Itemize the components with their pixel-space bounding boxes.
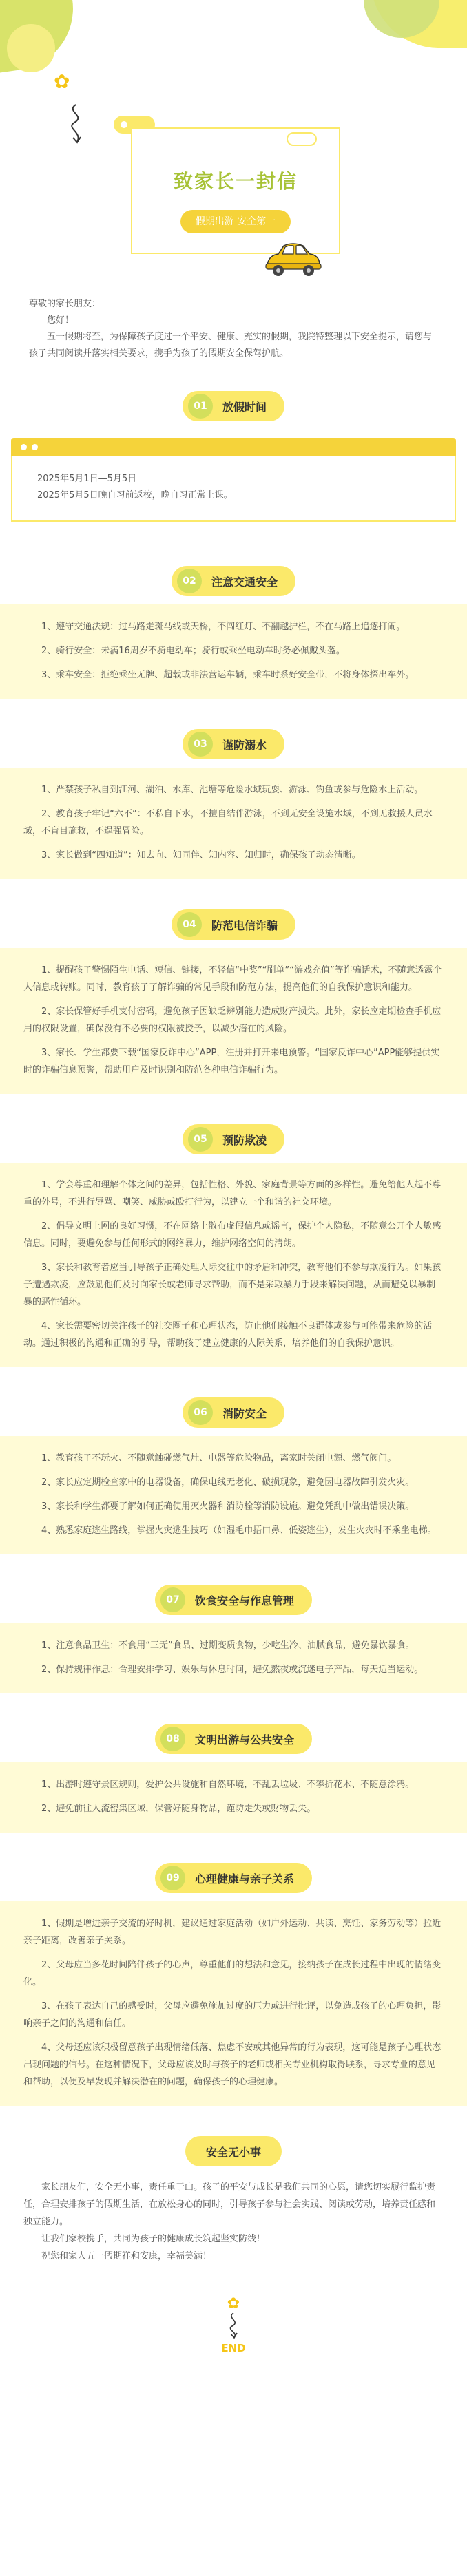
car-icon [262, 237, 324, 279]
section-body [0, 1901, 467, 2106]
section-body [0, 1436, 467, 1554]
section-header [0, 2126, 467, 2175]
section-body [0, 1163, 467, 1367]
section-header [0, 1853, 467, 1901]
time-line: 2025年5月1日—5月5日 [37, 474, 137, 484]
paragraph: 3、家长做到“四知道”：知去向、知同伴、知内容、知归时，确保孩子动态清晰。 [41, 850, 361, 861]
arrow-squiggle-icon [223, 2312, 244, 2339]
section-04 [0, 900, 467, 1094]
section-pill [183, 1124, 284, 1154]
paragraph: 2、倡导文明上网的良好习惯，不在网络上散布虚假信息或谣言，保护个人隐私，不随意公开个人敏感信息。同时，要避免参与任何形式的网络暴力，维护网络空间的清朗。 [23, 1221, 442, 1249]
section-pill [172, 909, 295, 940]
section-number: 03 [188, 732, 213, 757]
section-header [0, 1388, 467, 1436]
section-body [0, 604, 467, 699]
page-title: 致家长一封信 [173, 170, 298, 193]
header-banner [0, 0, 467, 296]
paragraph: 让我们家校携手，共同为孩子的健康成长筑起坚实防线！ [41, 2234, 266, 2244]
paragraph: 3、乘车安全：拒绝乘坐无牌、超载或非法营运车辆，乘车时系好安全带，不将身体探出车外。 [41, 670, 415, 680]
paragraph: 1、出游时遵守景区规则，爱护公共设施和自然环境，不乱丢垃圾、不攀折花木、不随意涂鸦。 [41, 1780, 415, 1790]
section-body [0, 1762, 467, 1833]
paragraph: 1、学会尊重和理解个体之间的差异，包括性格、外貌、家庭背景等方面的多样性。避免给他人起不尊重的外号，不进行辱骂、嘲笑、威胁或殴打行为，以建立一个和谐的社交环境。 [23, 1180, 442, 1207]
section-title: 安全无小事 [205, 2145, 262, 2159]
paragraph: 2、保持规律作息：合理安排学习、娱乐与休息时间，避免熬夜或沉迷电子产品，每天适当运动。 [41, 1665, 424, 1675]
section-pill [185, 2136, 282, 2166]
flower-icon: ✿ [54, 70, 70, 93]
paragraph: 2、避免前往人流密集区域，保管好随身物品，谨防走失或财物丢失。 [41, 1804, 316, 1814]
section-body [0, 2175, 467, 2280]
section-header [0, 719, 467, 768]
section-number: 08 [160, 1727, 185, 1751]
paragraph: 1、严禁孩子私自到江河、湖泊、水库、池塘等危险水域玩耍、游泳、钓鱼或参与危险水上活动。 [41, 785, 424, 795]
section-number: 04 [177, 912, 202, 937]
section-number: 02 [177, 569, 202, 593]
section-number: 06 [188, 1400, 213, 1425]
section-07 [0, 1575, 467, 1693]
hello: 您好！ [47, 315, 74, 326]
paragraph: 2、教育孩子牢记“六不”：不私自下水，不擅自结伴游泳，不到无安全设施水域，不到无救援人员水域，不盲目施救，不逞强冒险。 [23, 809, 433, 836]
section-pill [172, 566, 295, 596]
section-title: 心理健康与亲子关系 [194, 1872, 295, 1886]
flower-icon: ✿ [227, 2295, 240, 2312]
section-title: 消防安全 [222, 1406, 267, 1420]
paragraph: 4、父母还应该积极留意孩子出现情绪低落、焦虑不安或其他异常的行为表现，这可能是孩子心理状态出现问题的信号。在这种情况下，父母应该及时与孩子的老师或相关专业机构取得联系，寻求专业的意见和帮助，以便及早发现并解决潜在的问题，确保孩子的心理健康。 [23, 2042, 442, 2087]
section-header [0, 1714, 467, 1762]
closing-section [0, 2126, 467, 2280]
section-pill [183, 729, 284, 759]
end-marker [0, 2297, 467, 2354]
paragraph: 2、家长应定期检查家中的电器设备，确保电线无老化、破损现象，避免因电器故障引发火灾。 [41, 1477, 415, 1488]
section-08 [0, 1714, 467, 1833]
paragraph: 3、家长和学生都要了解如何正确使用灭火器和消防栓等消防设施。避免凭乱中做出错误决策。 [41, 1501, 415, 1512]
section-03 [0, 719, 467, 879]
paragraph: 家长朋友们，安全无小事，责任重于山。孩子的平安与成长是我们共同的心愿，请您切实履行监护责任，合理安排孩子的假期生活，在放松身心的同时，引导孩子参与社会实践、阅读或劳动，培养责任感和独立能力。 [23, 2182, 436, 2227]
section-header [0, 900, 467, 948]
section-body [0, 948, 467, 1094]
decor-tag [287, 132, 317, 146]
paragraph: 1、提醒孩子警惕陌生电话、短信、链接，不轻信“中奖”“刷单”“游戏充值”等诈骗话术，不随意透露个人信息或转账。同时，教育孩子了解诈骗的常见手段和防范方法，提高他们的自我保护意识和能力。 [23, 965, 442, 993]
paragraph: 1、假期是增进亲子交流的好时机，建议通过家庭活动（如户外运动、共读、烹饪、家务劳动等）拉近亲子距离，改善亲子关系。 [23, 1919, 442, 1946]
section-01 [0, 381, 467, 522]
paragraph: 2、父母应当多花时间陪伴孩子的心声，尊重他们的想法和意见，接纳孩子在成长过程中出现的情绪变化。 [23, 1960, 442, 1987]
paragraph: 2、家长保管好手机支付密码，避免孩子因缺乏辨别能力造成财产损失。此外，家长应定期检查手机应用的权限设置，确保没有不必要的权限被授予，以减少潜在的风险。 [23, 1006, 442, 1034]
section-09 [0, 1853, 467, 2106]
time-box [11, 456, 456, 522]
section-title: 防范电信诈骗 [211, 918, 278, 932]
paragraph: 1、教育孩子不玩火、不随意触碰燃气灶、电器等危险物品，离家时关闭电源、燃气阀门。 [41, 1453, 397, 1464]
section-header [0, 1575, 467, 1623]
section-pill [183, 1397, 284, 1428]
intro [0, 296, 467, 362]
paragraph: 1、注意食品卫生：不食用“三无”食品、过期变质食物，少吃生冷、油腻食品，避免暴饮暴食。 [41, 1640, 415, 1651]
section-number: 09 [160, 1866, 185, 1890]
section-body [0, 768, 467, 879]
paragraph: 祝您和家人五一假期祥和安康，幸福美满！ [41, 2251, 212, 2261]
paragraph: 3、家长和教育者应当引导孩子正确处理人际交往中的矛盾和冲突，教育他们不参与欺凌行为。如果孩子遭遇欺凌，应鼓励他们及时向家长或老师寻求帮助，而不是采取暴力手段来解决问题，从而避免以暴制暴的恶性循环。 [23, 1263, 442, 1307]
section-06 [0, 1388, 467, 1554]
section-number: 01 [188, 394, 213, 419]
section-pill [183, 391, 284, 421]
greeting: 尊敬的家长朋友： [29, 299, 101, 309]
section-title: 注意交通安全 [211, 575, 278, 589]
section-pill [155, 1724, 312, 1754]
section-title: 预防欺凌 [222, 1133, 267, 1147]
paragraph: 1、遵守交通法规：过马路走斑马线或天桥，不闯红灯、不翻越护栏，不在马路上追逐打闹。 [41, 622, 406, 632]
section-title: 谨防溺水 [222, 738, 267, 752]
section-title: 文明出游与公共安全 [194, 1733, 295, 1746]
page-subtitle: 假期出游 安全第一 [180, 210, 291, 233]
intro-body: 五一假期将至，为保障孩子度过一个平安、健康、充实的假期，我院特整理以下安全提示，请您与孩子共同阅读并落实相关要求，携手为孩子的假期安全保驾护航。 [29, 332, 433, 359]
paragraph: 3、家长、学生都要下载“国家反诈中心”APP，注册并打开来电预警。“国家反诈中心”APP能够提供实时的诈骗信息预警，帮助用户及时识别和防范各种电信诈骗行为。 [23, 1048, 440, 1075]
section-pill [155, 1863, 312, 1893]
paragraph: 4、熟悉家庭逃生路线，掌握火灾逃生技巧（如湿毛巾捂口鼻、低姿逃生），发生火灾时不乘坐电梯。 [41, 1525, 437, 1536]
time-box-bar [11, 438, 456, 456]
paragraph: 2、骑行安全：未满16周岁不骑电动车；骑行或乘坐电动车时务必佩戴头盔。 [41, 646, 345, 656]
paragraph: 4、家长需要密切关注孩子的社交圈子和心理状态，防止他们接触不良群体或参与可能带来危险的活动。通过积极的沟通和正确的引导，帮助孩子建立健康的人际关系，培养他们的自我保护意识。 [23, 1321, 433, 1349]
section-header [0, 381, 467, 430]
paragraph: 3、在孩子表达自己的感受时，父母应避免施加过度的压力或进行批评，以免造成孩子的心理负担，影响亲子之间的沟通和信任。 [23, 2001, 442, 2029]
end-label: END [221, 2342, 246, 2354]
section-pill [155, 1585, 312, 1615]
section-number: 07 [160, 1587, 185, 1612]
arrow-squiggle-icon [62, 103, 90, 145]
section-title: 放假时间 [222, 400, 267, 414]
section-header [0, 1115, 467, 1163]
decor-blob [7, 24, 55, 72]
time-line: 2025年5月5日晚自习前返校，晚自习正常上课。 [37, 490, 233, 500]
section-body [0, 1623, 467, 1693]
section-02 [0, 556, 467, 699]
title-card [131, 127, 340, 254]
section-header [0, 556, 467, 604]
section-05 [0, 1115, 467, 1367]
section-number: 05 [188, 1127, 213, 1152]
section-title: 饮食安全与作息管理 [194, 1594, 295, 1607]
